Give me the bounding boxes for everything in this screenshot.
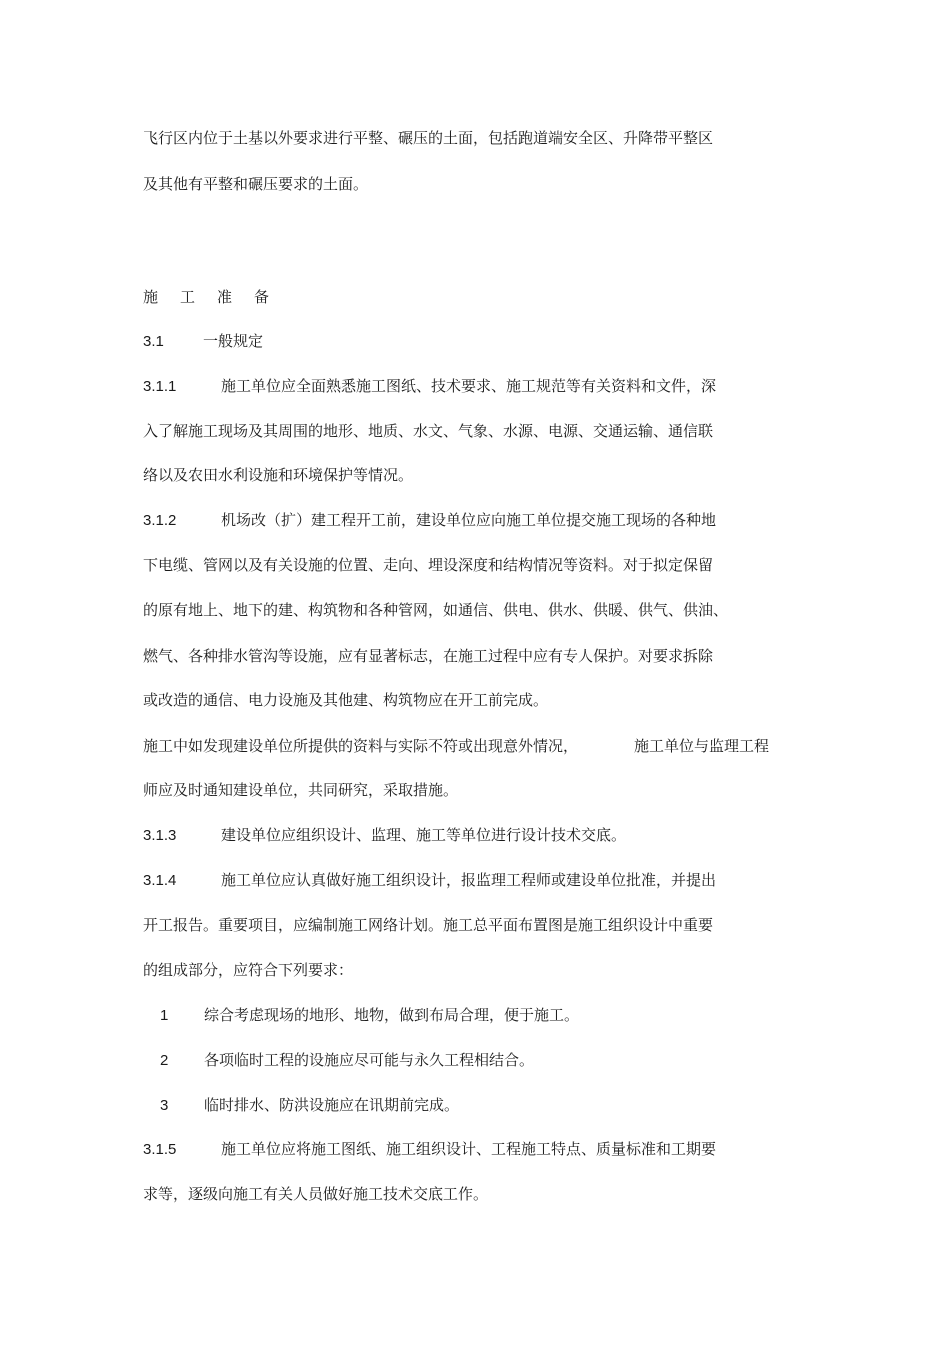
clause-number: 3.1.5 [143, 1141, 177, 1158]
paragraph-text: 施工中如发现建设单位所提供的资料与实际不符或出现意外情况， [143, 737, 579, 755]
list-item-text: 综合考虑现场的地形、地物，做到布局合理，便于施工。 [204, 1006, 580, 1024]
intro-line-1: 飞行区内位于土基以外要求进行平整、碾压的土面，包括跑道端安全区、升降带平整区 [143, 129, 714, 147]
section-number: 3.1 [143, 333, 164, 350]
paragraph-line: 求等，逐级向施工有关人员做好施工技术交底工作。 [143, 1185, 489, 1203]
list-item-number: 1 [160, 1007, 169, 1024]
clause-3-1-2 [143, 510, 716, 531]
list-item-number: 3 [160, 1097, 169, 1114]
clause-3-1-1 [143, 376, 716, 397]
clause-number: 3.1.1 [143, 378, 177, 395]
paragraph-line: 入了解施工现场及其周围的地形、地质、水文、气象、水源、电源、交通运输、通信联 [143, 422, 714, 440]
clause-text: 建设单位应组织设计、监理、施工等单位进行设计技术交底。 [221, 826, 627, 844]
section-title: 一般规定 [203, 332, 264, 350]
clause-3-1-5 [143, 1139, 716, 1160]
list-item [160, 1005, 579, 1026]
clause-text: 施工单位应将施工图纸、施工组织设计、工程施工特点、质量标准和工期要 [221, 1140, 717, 1158]
section-heading: 施工准备 [143, 288, 292, 306]
clause-3-1-3 [143, 825, 626, 846]
clause-number: 3.1.3 [143, 827, 177, 844]
paragraph-line: 或改造的通信、电力设施及其他建、构筑物应在开工前完成。 [143, 691, 549, 709]
intro-line-2: 及其他有平整和碾压要求的土面。 [143, 175, 369, 193]
clause-number: 3.1.4 [143, 872, 177, 889]
clause-text: 施工单位应认真做好施工组织设计，报监理工程师或建设单位批准，并提出 [221, 871, 717, 889]
list-item-text: 临时排水、防洪设施应在讯期前完成。 [204, 1096, 460, 1114]
list-item-number: 2 [160, 1052, 169, 1069]
list-item [160, 1095, 459, 1116]
list-item [160, 1050, 534, 1071]
paragraph-line: 的原有地上、地下的建、构筑物和各种管网，如通信、供电、供水、供暖、供气、供油、 [143, 601, 729, 619]
list-item-text: 各项临时工程的设施应尽可能与永久工程相结合。 [204, 1051, 535, 1069]
clause-3-1-4 [143, 870, 716, 891]
paragraph-line: 师应及时通知建设单位，共同研究，采取措施。 [143, 781, 459, 799]
paragraph-line: 下电缆、管网以及有关设施的位置、走向、埋设深度和结构情况等资料。对于拟定保留 [143, 556, 714, 574]
paragraph-line: 燃气、各种排水管沟等设施，应有显著标志，在施工过程中应有专人保护。对要求拆除 [143, 647, 714, 665]
paragraph-line: 开工报告。重要项目，应编制施工网络计划。施工总平面布置图是施工组织设计中重要 [143, 916, 714, 934]
paragraph-line: 络以及农田水利设施和环境保护等情况。 [143, 466, 414, 484]
clause-text: 施工单位应全面熟悉施工图纸、技术要求、施工规范等有关资料和文件，深 [221, 377, 717, 395]
clause-number: 3.1.2 [143, 512, 177, 529]
clause-text: 机场改（扩）建工程开工前，建设单位应向施工单位提交施工现场的各种地 [221, 511, 717, 529]
section-3-1 [143, 331, 263, 352]
paragraph-text: 施工单位与监理工程 [634, 737, 770, 755]
paragraph-line [143, 736, 769, 756]
paragraph-line: 的组成部分，应符合下列要求： [143, 961, 354, 979]
